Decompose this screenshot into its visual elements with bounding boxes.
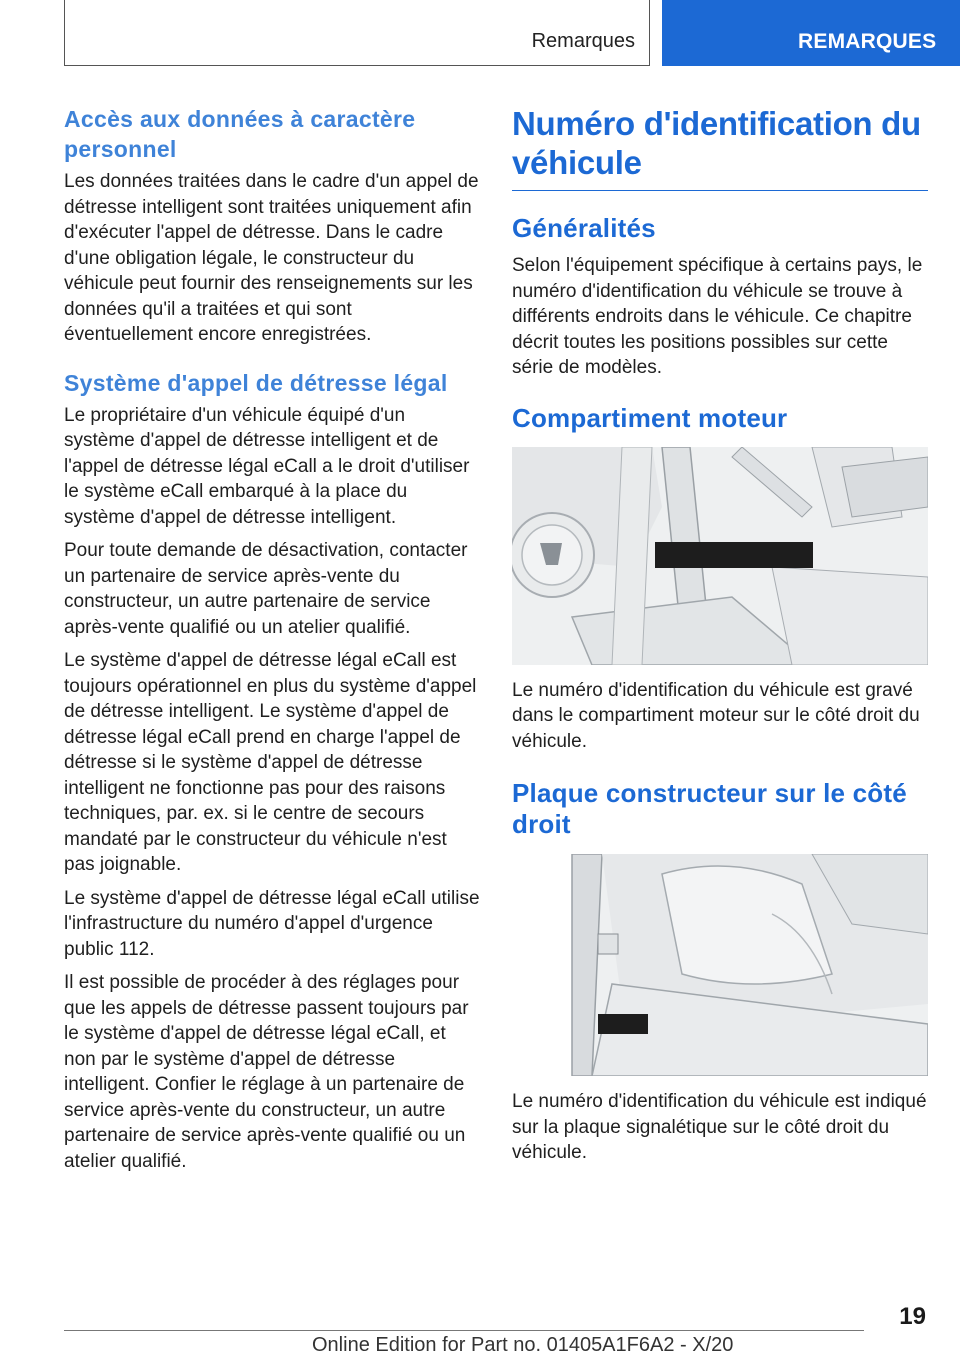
paragraph-ecall-2: Pour toute demande de désactivation, contacter un partenaire de service après-vente du constructeur, un autre partenaire de service après-vente qualifié ou un atelier qualifié. [64,540,468,638]
left-column [64,104,480,1182]
heading-data-access: Accès aux données à caractère personnel [64,106,416,162]
header-chapter-label: REMARQUES [798,30,937,53]
header-chapter-tab[interactable] [662,0,960,66]
paragraph-ecall-1: Le propriétaire d'un véhicule équipé d'un système d'appel de détresse intelligent et de l'appel de détresse légal eCall a le droit d'utiliser le système eCall embarqué à la place du système d'appel de détresse intelligent. [64,404,470,528]
paragraph-ecall-4: Le système d'appel de détresse légal eCall utilise l'infrastructure du numéro d'appel d'urgence public 112. [64,887,480,960]
heading-general: Généralités [512,213,656,243]
right-column [512,104,928,1174]
paragraph-ecall-3: Le système d'appel de détresse légal eCall est toujours opérationnel en plus du système d'appel de détresse intelligent. Le système d'appel de détresse légal eCall prend en charge l'appel de détresse si le système d'appel de détresse intelligent ne fonctionne pas pour des raisons techniques, par. ex. si le centre de secours mandaté par le constructeur du véhicule n'est pas joignable. [64,650,477,875]
paragraph-engine-compartment: Le numéro d'identification du véhicule est gravé dans le compartiment moteur sur le côté droit du véhicule. [512,679,920,752]
heading-vin: Numéro d'identification du véhicule [512,105,921,181]
header-section-title: Remarques [531,30,635,52]
manufacturer-plate-illustration [512,854,928,1076]
paragraph-manufacturer-plate: Le numéro d'identification du véhicule est indiqué sur la plaque signalétique sur le côté droit du véhicule. [512,1091,927,1163]
engine-compartment-illustration [512,447,928,665]
paragraph-data-access: Les données traitées dans le cadre d'un appel de détresse intelligent sont traitées uniquement afin d'exécuter l'appel de détresse. Dans le cadre d'une obligation légale, le constructeur du véhicule peut fournir des renseignements sur les données qu'il a traitées et qui sont éventuellement encore enregistrées. [64,171,479,345]
footer-rule [64,1330,864,1331]
footer-edition: Online Edition for Part no. 01405A1F6A2 - X/20 [312,1334,734,1356]
paragraph-general: Selon l'équipement spécifique à certains pays, le numéro d'identification du véhicule se trouve à différents endroits dans le véhicule. Ce chapitre décrit toutes les positions possibles sur cette série de modèles. [512,255,923,378]
chapter-heading-block [512,104,928,191]
heading-manufacturer-plate: Plaque constructeur sur le côté droit [512,778,907,839]
header-frame [64,0,650,66]
heading-legal-ecall: Système d'appel de détresse légal [64,369,448,396]
page-number: 19 [899,1303,926,1330]
paragraph-ecall-5: Il est possible de procéder à des réglages pour que les appels de détresse passent toujours par le système d'appel de détresse légal eCall, et non par le système d'appel de détresse intelligent. Confier le réglage à un partenaire de service après-vente du constructeur, un autre partenaire de service après-vente qualifié ou un atelier qualifié. [64,972,469,1172]
heading-engine-compartment: Compartiment moteur [512,402,788,433]
